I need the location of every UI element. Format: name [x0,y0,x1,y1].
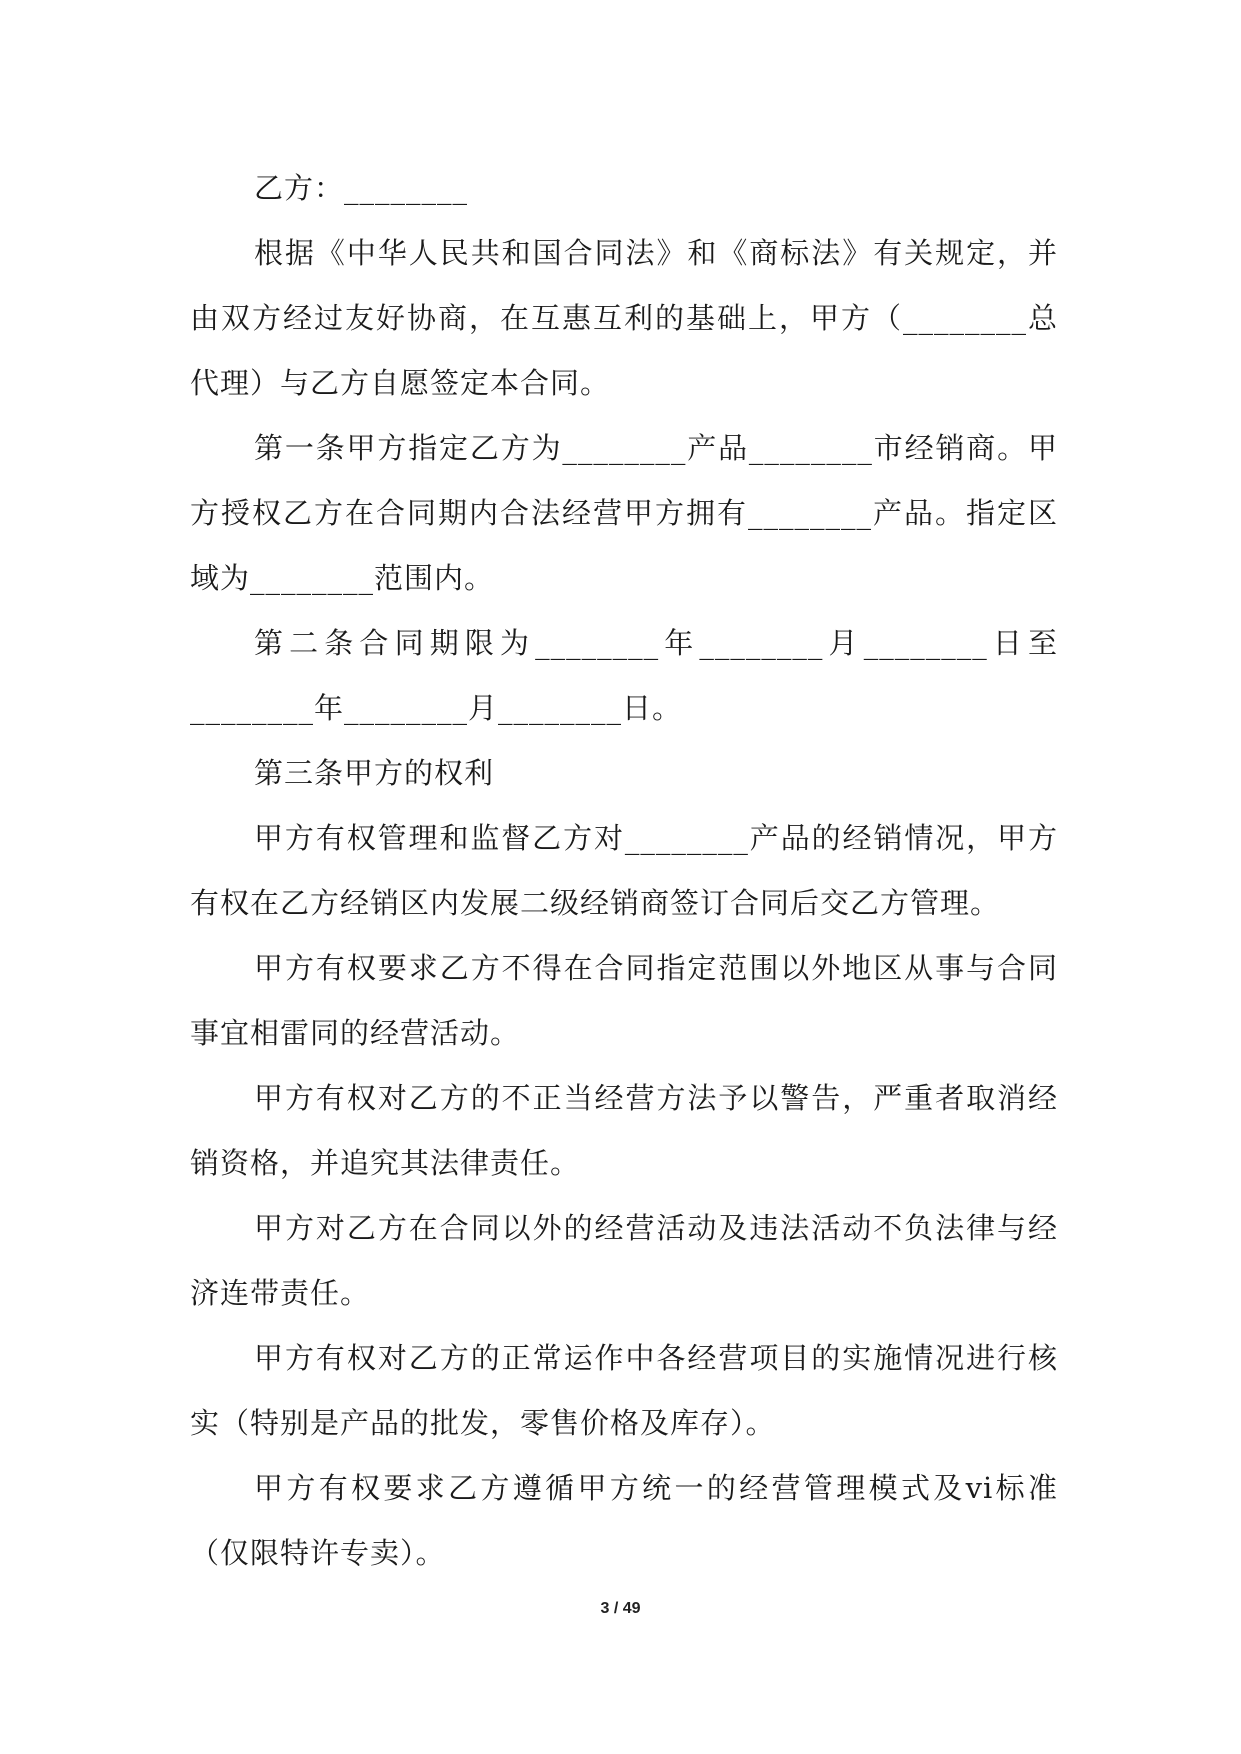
document-body [190,156,1058,1586]
paragraph-right-3: 甲方有权对乙方的不正当经营方法予以警告，严重者取消经销资格，并追究其法律责任。 [190,1081,1058,1180]
paragraph-article-1: 第一条甲方指定乙方为________产品________市经销商。甲方授权乙方在合同期内合法经营甲方拥有________产品。指定区域为________范围内。 [190,431,1058,595]
paragraph-article-3-heading: 第三条甲方的权利 [254,756,495,790]
paragraph-right-5: 甲方有权对乙方的正常运作中各经营项目的实施情况进行核实（特别是产品的批发，零售价格及库存）。 [190,1341,1058,1440]
paragraph-right-2: 甲方有权要求乙方不得在合同指定范围以外地区从事与合同事宜相雷同的经营活动。 [190,951,1058,1050]
page-number: 3 / 49 [600,1600,641,1617]
paragraph-right-1: 甲方有权管理和监督乙方对________产品的经销情况，甲方有权在乙方经销区内发展二级经销商签订合同后交乙方管理。 [190,821,1058,920]
paragraph-right-4: 甲方对乙方在合同以外的经营活动及违法活动不负法律与经济连带责任。 [190,1211,1058,1310]
paragraph-article-2: 第二条合同期限为________年________月________日至________年________月________日。 [190,626,1058,725]
paragraph-party-b: 乙方：________ [254,171,469,205]
paragraph-right-6: 甲方有权要求乙方遵循甲方统一的经营管理模式及vi标准（仅限特许专卖）。 [190,1471,1058,1570]
paragraph-preamble: 根据《中华人民共和国合同法》和《商标法》有关规定，并由双方经过友好协商，在互惠互利的基础上，甲方（________总代理）与乙方自愿签定本合同。 [190,236,1058,400]
